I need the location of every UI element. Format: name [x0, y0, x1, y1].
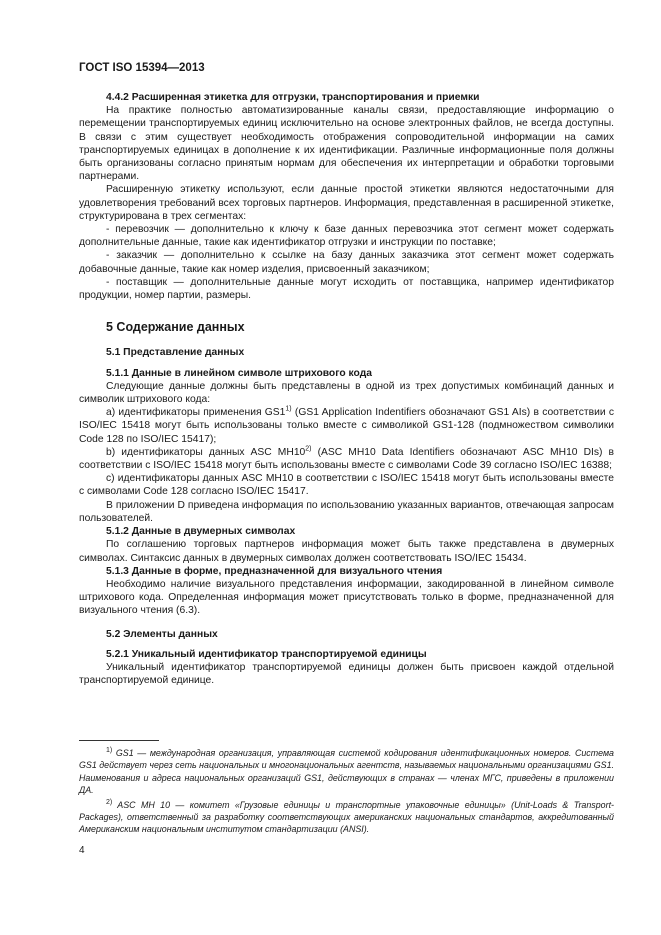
page-number: 4 [79, 845, 85, 856]
footnote-divider [79, 740, 159, 741]
footnote-2-text: ASC MH 10 — комитет «Грузовые единицы и транспортные упаковочные единицы» (Unit-Loads & Transport-Packages), ответственный за разработку соответствующих американских национальных стандартов, аккредитованный Американским национальным институтом стандартизации (ANSI). [79, 799, 614, 835]
footnote-ref-1: 1) [285, 405, 292, 413]
segment-customer-item: - заказчик — дополнительно к ссылке на базу данных заказчика этот сегмент может содержать добавочные данные, такие как номер изделия, присвоенный заказчиком; [79, 250, 614, 275]
list-item-b-text: b) идентификаторы данных ASC MH10 [106, 446, 306, 458]
list-item-c: с) идентификаторы данных ASC MH10 в соответствии с ISO/IEC 15418 могут быть использованы вместе с символами Code 128 согласно ISO/IEC 15417. [79, 473, 614, 498]
section-5-2-1-paragraph: Уникальный идентификатор транспортируемой единицы должен быть присвоен каждой отдельной транспортируемой единице. [79, 661, 614, 687]
section-5-1-1-paragraph-1: Следующие данные должны быть представлены в одной из трех допустимых комбинаций данных и символик штрихового кода: [79, 380, 614, 406]
section-5-1-1-heading: 5.1.1 Данные в линейном символе штрихового кода [106, 367, 372, 379]
segment-supplier-item: - поставщик — дополнительные данные могут исходить от поставщика, например идентификатор продукции, номер партии, размеры. [79, 276, 614, 302]
footnote-1-text: GS1 — международная организация, управляющая системой кодирования идентификационных номеров. Система GS1 действует через сеть национальных и многонациональных агентств, называемых национальными организациями GS1. Наименования и адреса национальных организаций GS1, действующих в странах — членах МГС, приведены в приложении ДА. [79, 748, 614, 796]
footnote-2 [79, 799, 614, 836]
footnote-2-mark: 2) [106, 798, 113, 806]
footnotes [79, 747, 614, 838]
section-4-4-2-paragraph-2: Расширенную этикетку используют, если данные простой этикетки являются недостаточными для удовлетворения требований всех торговых партнеров. Информация, представленная в расширенной этикетке, структурирована в трех сегментах: [79, 184, 614, 222]
list-item-a-text-cont: (GS1 Application Indentifiers обозначают GS1 AIs) в соответствии с ISO/IEC 15418 могут быть использованы только вместе с символикой GS1-128 (подмножеством символики Code 128 по ISO/IEC 15417); [79, 407, 614, 445]
section-5-1-3-paragraph: Необходимо наличие визуального представления информации, закодированной в линейном символе штрихового кода. Определенная информация может присутствовать только в форме, предназначенной для визуального чтения (6.3). [79, 578, 614, 617]
section-5-heading: 5 Содержание данных [106, 320, 245, 335]
list-item-a [79, 406, 614, 446]
section-5-1-2-paragraph: По соглашению торговых партнеров информация может быть также представлена в двумерных символах. Синтаксис данных в двумерных символах должен соответствовать ISO/IEC 15434. [79, 539, 614, 564]
list-item-a-text: а) идентификаторы применения GS1 [106, 407, 286, 419]
section-5-1-heading: 5.1 Представление данных [106, 347, 245, 359]
segment-carrier-item: - перевозчик — дополнительно к ключу к базе данных перевозчика этот сегмент может содержать дополнительные данные, такие как идентификатор отгрузки и инструкции по поставке; [79, 224, 614, 249]
footnote-ref-2: 2) [305, 445, 312, 453]
section-4-4-2-heading: 4.4.2 Расширенная этикетка для отгрузки, транспортирования и приемки [106, 92, 480, 103]
section-5-1-3-heading: 5.1.3 Данные в форме, предназначенной для визуального чтения [106, 565, 443, 577]
section-5-1-2-heading: 5.1.2 Данные в двумерных символах [106, 526, 296, 538]
page-body [79, 91, 614, 687]
list-item-b-text-cont: (ASC MH10 Data Identifiers обозначают ASC MH10 DIs) в соответствии с ISO/IEC 15418 могут быть использованы вместе с символами Code 39 согласно ISO/IEC 16388; [79, 446, 615, 472]
standard-header: ГОСТ ISO 15394—2013 [79, 62, 205, 74]
section-5-2-1-heading: 5.2.1 Уникальный идентификатор транспортируемой единицы [106, 648, 427, 660]
footnote-1-mark: 1) [106, 747, 113, 755]
footnote-1 [79, 747, 614, 797]
section-4-4-2-paragraph-1: На практике полностью автоматизированные каналы связи, предоставляющие информацию о перемещении транспортируемых единиц исключительно на основе электронных файлов, не всегда доступны. В связи с этим существует необходимость отображения сопроводительной информации на самих транспортируемых единицах в дополнение к их идентификации. Различные информационные поля должны быть организованы согласно принятым нормам для обеспечения их интерпретации и обработки торговыми партнерами. [79, 105, 614, 183]
section-5-2-heading: 5.2 Элементы данных [106, 628, 218, 640]
section-5-1-1-paragraph-2: В приложении D приведена информация по использованию указанных вариантов, отвечающая запросам пользователей. [79, 499, 614, 524]
list-item-b [79, 446, 614, 472]
